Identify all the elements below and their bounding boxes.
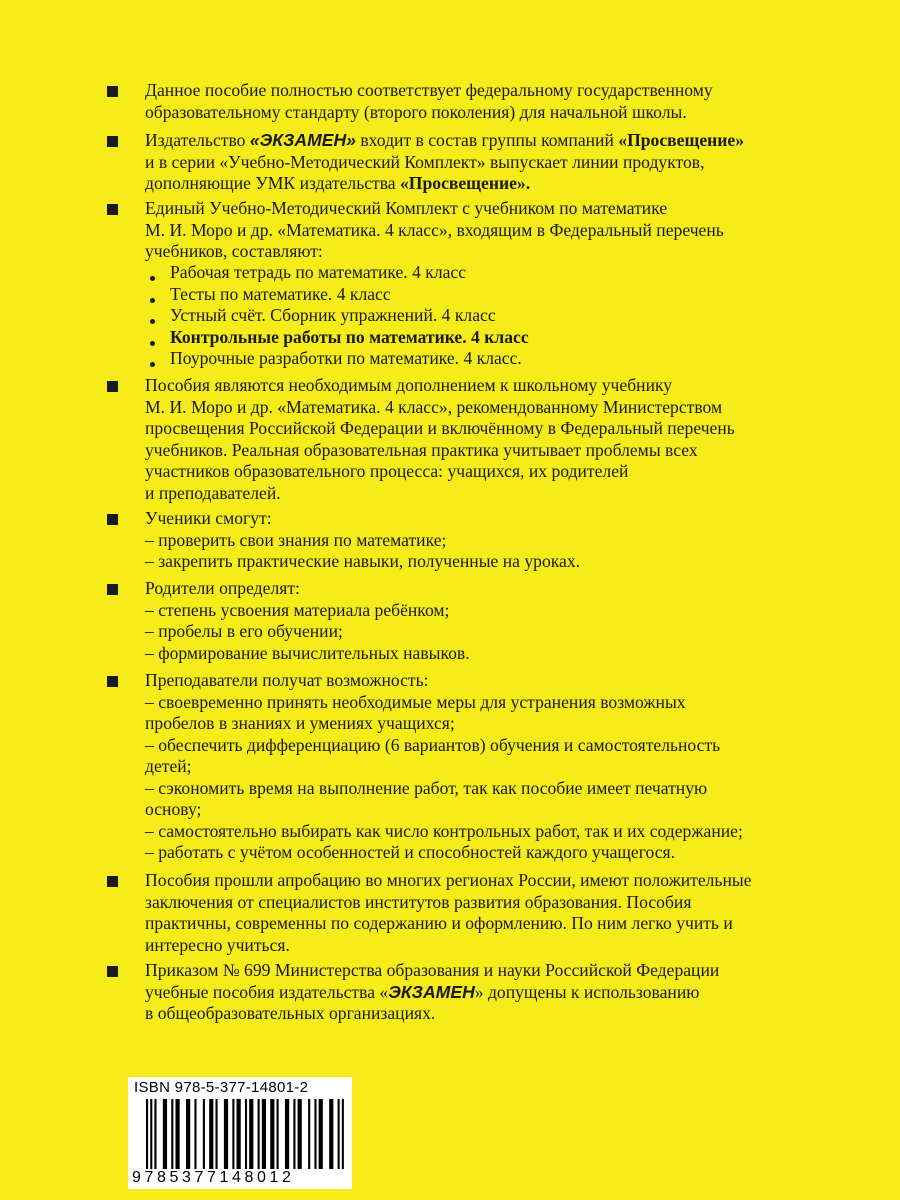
product-item: Тесты по математике. 4 класс <box>170 283 391 304</box>
text-run: и в серии «Учебно-Методический Комплект» выпускает линии продуктов, <box>145 151 705 172</box>
publisher-name: «ЭКЗАМЕН» <box>249 130 356 150</box>
barcode-bar <box>249 1099 253 1169</box>
paragraph <box>145 130 880 195</box>
text-run: входит в состав группы компаний <box>355 130 619 150</box>
product-dot <box>150 341 155 346</box>
paragraph-line: – закрепить практические навыки, полученные на уроках. <box>145 551 581 571</box>
product-dot <box>150 319 155 324</box>
publisher-name: ЭКЗАМЕН <box>388 981 475 1002</box>
barcode-bar <box>215 1099 217 1169</box>
barcode-bar <box>163 1099 167 1169</box>
paragraph-line: интересно учиться. <box>145 934 290 955</box>
paragraph-line: М. И. Моро и др. «Математика. 4 класс», входящим в Федеральный перечень <box>145 219 724 240</box>
paragraph-line: – обеспечить дифференциацию (6 вариантов) обучения и самостоятельность <box>145 734 721 755</box>
paragraph-line: учебников. Реальная образовательная практика учитывает проблемы всех <box>145 439 698 460</box>
paragraph-bullet <box>107 381 118 392</box>
bold-run: «Просвещение» <box>618 130 745 150</box>
barcode-bar <box>319 1099 323 1169</box>
paragraph-bullet <box>107 676 118 687</box>
paragraph-line: Единый Учебно-Методический Комплект с учебником по математике <box>145 198 668 218</box>
paragraph-line <box>145 1003 880 1025</box>
barcode-bar <box>258 1099 260 1169</box>
barcode-bar <box>285 1099 289 1169</box>
barcode-bar <box>150 1099 152 1169</box>
barcode-bar <box>209 1099 213 1169</box>
paragraph-line: пробелов в знаниях и умениях учащихся; <box>145 713 455 733</box>
barcode-bar <box>245 1099 247 1169</box>
barcode-bar <box>171 1099 173 1169</box>
paragraph-line <box>145 130 880 152</box>
barcode-bar <box>186 1099 190 1169</box>
barcode-bar <box>146 1099 148 1169</box>
paragraph-line <box>145 152 880 174</box>
barcode-bar <box>154 1099 156 1169</box>
ean-digits: 9785377148012 <box>132 1169 295 1186</box>
barcode-bar <box>298 1099 302 1169</box>
barcode-bar <box>342 1099 344 1169</box>
paragraph-line: Ученики смогут: <box>145 508 272 528</box>
barcode-bar <box>237 1099 241 1169</box>
paragraph-line: М. И. Моро и др. «Математика. 4 класс», рекомендованному Министерством <box>145 396 723 417</box>
paragraph-bullet <box>107 136 118 147</box>
barcode-bar <box>175 1099 179 1169</box>
barcode-bar <box>293 1099 295 1169</box>
text-run: учебные пособия издательства « <box>145 981 389 1002</box>
paragraph <box>145 960 880 1025</box>
paragraph-line: Преподаватели получат возможность: <box>145 670 429 690</box>
paragraph-line: практичны, современны по содержанию и оформлению. По ним легко учить и <box>145 913 733 933</box>
paragraph-line: детей; <box>145 756 192 776</box>
barcode-bar <box>270 1099 274 1169</box>
paragraph <box>145 80 880 123</box>
paragraph <box>145 578 880 664</box>
text-run: дополняющие УМК издательства <box>145 173 400 193</box>
paragraph-line: Пособия прошли апробацию во многих регионах России, имеют положительные <box>145 870 752 890</box>
paragraph-bullet <box>107 86 118 97</box>
product-item: Устный счёт. Сборник упражнений. 4 класс <box>170 305 496 325</box>
barcode <box>146 1099 346 1169</box>
text-run: Приказом № 699 Министерства образования и науки Российской Федерации <box>145 960 720 980</box>
paragraph-line: Пособия являются необходимым дополнением к школьному учебнику <box>145 375 673 395</box>
barcode-bar <box>308 1099 310 1169</box>
barcode-bar <box>194 1099 196 1169</box>
paragraph <box>145 870 880 956</box>
paragraph-line: учебников, составляют: <box>145 241 323 261</box>
product-item: Поурочные разработки по математике. 4 класс. <box>170 348 522 368</box>
paragraph-line: – самостоятельно выбирать как число контрольных работ, так и их содержание; <box>145 820 743 841</box>
barcode-bar <box>338 1099 340 1169</box>
paragraph-line: участников образовательного процесса: учащихся, их родителей <box>145 461 629 481</box>
barcode-bar <box>277 1099 279 1169</box>
isbn-barcode-box <box>128 1077 352 1189</box>
product-dot <box>150 362 155 367</box>
paragraph-line: – проверить свои знания по математике; <box>145 529 447 550</box>
paragraph-line <box>145 173 880 195</box>
paragraph-line: – сэкономить время на выполнение работ, так как пособие имеет печатную <box>145 777 708 798</box>
product-item: Контрольные работы по математике. 4 класс <box>170 326 529 347</box>
paragraph-line: – своевременно принять необходимые меры для устранения возможных <box>145 691 686 712</box>
barcode-bar <box>314 1099 316 1169</box>
paragraph-line: Данное пособие полностью соответствует федеральному государственному <box>145 80 713 100</box>
barcode-bar <box>224 1099 228 1169</box>
barcode-bar <box>232 1099 234 1169</box>
paragraph <box>145 508 880 573</box>
paragraph-line: – степень усвоения материала ребёнком; <box>145 599 450 620</box>
barcode-bar <box>203 1099 205 1169</box>
paragraph <box>145 198 880 263</box>
bold-run: «Просвещение». <box>400 173 531 193</box>
product-item: Рабочая тетрадь по математике. 4 класс <box>170 262 467 282</box>
paragraph-line: Родители определят: <box>145 578 300 598</box>
paragraph <box>145 375 880 504</box>
paragraph-line: – работать с учётом особенностей и способностей каждого учащегося. <box>145 842 676 862</box>
paragraph-bullet <box>107 584 118 595</box>
paragraph-bullet <box>107 204 118 215</box>
paragraph-line: основу; <box>145 799 202 819</box>
paragraph-line: просвещения Российской Федерации и включённому в Федеральный перечень <box>145 418 735 438</box>
paragraph <box>145 670 880 864</box>
product-dot <box>150 276 155 281</box>
paragraph-line <box>145 982 880 1004</box>
text-run: Издательство <box>145 130 250 150</box>
paragraph-line: и преподавателей. <box>145 482 281 503</box>
paragraph-line: – формирование вычислительных навыков. <box>145 642 470 663</box>
paragraph-bullet <box>107 514 118 525</box>
paragraph-line: заключения от специалистов институтов развития образования. Пособия <box>145 891 692 912</box>
product-dot <box>150 298 155 303</box>
paragraph-bullet <box>107 876 118 887</box>
paragraph-line: – пробелы в его обучении; <box>145 621 343 641</box>
paragraph-line: образовательному стандарту (второго поколения) для начальной школы. <box>145 101 687 122</box>
text-run: в общеобразовательных организациях. <box>145 1003 436 1023</box>
isbn-label: ISBN 978-5-377-14801-2 <box>134 1079 309 1096</box>
text-run: » допущены к использованию <box>474 981 700 1002</box>
barcode-bar <box>329 1099 333 1169</box>
paragraph-bullet <box>107 966 118 977</box>
barcode-bar <box>262 1099 266 1169</box>
paragraph-line <box>145 960 880 982</box>
